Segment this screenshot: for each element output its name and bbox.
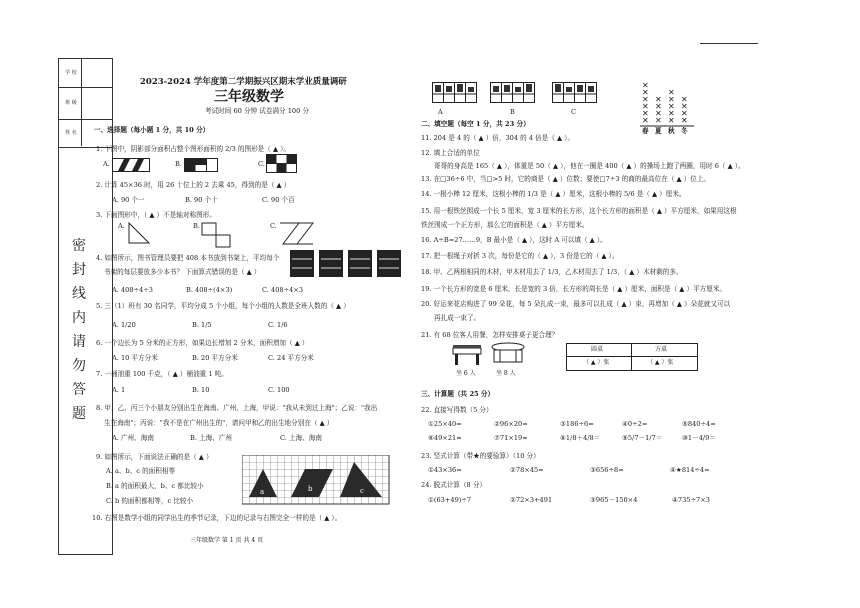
q22-item: ⑨5/7－1/7＝ [622,434,663,442]
q18-text: 18. 甲、乙两根相同的木材，甲木材用去了 1/3，乙木材用去了 1/3，（ ▲ ）木材剩的多。 [421,268,683,276]
svg-text:✕: ✕ [668,116,675,125]
season-label: 冬 [681,127,688,135]
q24-item: ①(63+49)÷7 [428,496,472,504]
seal-char: 线 [72,286,86,302]
class-field[interactable] [59,87,112,120]
q6-text: 6. 一个边长为 5 分米的正方形，如果边长增加 2 分米，面积增加（ ▲ ） [96,339,309,347]
seal-char: 勿 [72,358,86,374]
q15-text-line1: 15. 用一根铁丝围成一个长 5 厘米，宽 3 厘米的长方形，这个长方形的面积是（ ▲ ）平方厘米，如果用这根 [421,207,737,215]
q22-item: ②96×20= [494,420,528,428]
name-label: 姓 名 [65,130,77,136]
q3-opt-c[interactable]: C. [270,222,277,230]
q9-grid-figure [242,455,392,511]
subject-title: 三年级数学 [214,89,284,105]
q7-opt-c[interactable]: C. 100 [268,386,290,394]
q17-text: 17. 把一根绳子对折 3 次，每份是它的（ ▲ ），3 份是它的（ ▲ ）。 [421,252,619,260]
q3-figure-b [201,222,237,252]
q22-item: ④0÷2= [622,420,648,428]
q24-item: ④735÷7×3 [672,496,710,504]
frame-divider [81,58,82,146]
q2-opt-a[interactable]: A. 90 个一 [112,196,145,204]
svg-text:✕: ✕ [655,116,662,125]
square-table-label: 坐 6 人 [456,370,476,377]
q22-item: ⑤840÷4= [682,420,716,428]
svg-text:✕: ✕ [655,95,662,104]
q19-text: 19. 一个长方形的宽是 6 厘米，长是宽的 3 倍，长方形的周长是（ ▲ ）厘米，面积是（ ▲ ）平方厘米。 [421,285,727,293]
q9-opt-c[interactable]: C. b 的面积都相等，c 比较小 [106,497,194,505]
q12-line: 哥哥的身高是 165（ ▲ ），体重是 50（ ▲ ），他在一圈是 400（ ▲ ）的操场上跑了两圈，用时 6（ ▲ ）。 [434,162,745,170]
svg-text:✕: ✕ [642,109,649,118]
q5-opt-c[interactable]: C. 1/6 [268,321,288,329]
q6-opt-b[interactable]: B. 20 平方分米 [192,354,238,362]
q20-text-line1: 20. 好运来花店购进了 99 朵花，每 5 朵扎成一束，最多可以扎成（ ▲ ）束，再增加（ ▲ ）朵花就又可以 [421,300,731,308]
q23-text: 23. 竖式计算（带★的要验算）（10 分） [421,452,540,460]
q22-item: ⑧1/8＋4/8＝ [560,434,601,442]
q23-item: ①43×36= [428,466,462,474]
q13-text: 13. 在□36÷6 中，当□>5 时，它的商是（ ▲ ）位数；要使□7÷3 的商的最高位在（ ▲ ）位上。 [421,175,711,183]
svg-text:✕: ✕ [681,95,688,104]
q1-figure-a [112,157,150,176]
q1-figure-b [184,157,218,176]
q6-opt-a[interactable]: A. 10 平方分米 [112,354,158,362]
scan-line [700,43,758,44]
q3-figure-a [128,222,150,248]
q1-text: 1. 下图中，阴影部分面积占整个图形面积的 2/3 的图形是（ ▲ ）。 [96,145,290,153]
q2-text: 2. 计算 45×36 时，用 26 十位上的 2 去乘 45，得到的是（ ▲ ） [96,181,291,189]
q10-opt-b[interactable]: B [510,108,515,116]
svg-text:✕: ✕ [642,88,649,97]
q24-text: 24. 脱式计算（8 分） [421,481,487,489]
svg-text:✕: ✕ [668,102,675,111]
table-header: 圆桌 [591,346,604,353]
class-label: 班 级 [65,100,77,106]
round-table-image [490,342,526,370]
seal-char: 答 [72,382,86,398]
q22-item: ①25×40= [428,420,462,428]
q16-text: 16. A÷B=27……9，B 最小是（ ▲ ），这时 A 可以填（ ▲ ）。 [421,236,607,244]
q1-opt-c[interactable]: C. [258,160,265,168]
q1-figure-c [266,154,298,178]
exam-title: 2023-2024 学年度第二学期振兴区期末学业质量调研 [140,77,347,87]
q22-item: ③186÷6= [560,420,594,428]
seal-char: 请 [72,334,86,350]
q11-text: 11. 204 是 4 的（ ▲ ）倍，304 的 4 倍是（ ▲ ）。 [421,134,575,142]
q2-opt-c[interactable]: C. 90 个百 [262,196,295,204]
q22-item: ⑥49×21≈ [428,434,462,442]
svg-text:✕: ✕ [681,102,688,111]
q3-opt-a[interactable]: A. [118,222,125,230]
exam-info: 考试时间 60 分钟 试卷满分 100 分 [205,107,309,115]
answer-cell[interactable]: （ ▲ ）张 [583,359,610,366]
bookshelf-images [290,250,402,282]
q23-item: ③656÷8= [590,466,624,474]
svg-text:✕: ✕ [668,88,675,97]
seal-char: 封 [72,262,86,278]
q23-item: ②78×45= [510,466,544,474]
q24-item: ②72×3+491 [510,496,553,504]
q10-figure-c [552,82,598,108]
q22-text: 22. 直接写得数（5 分） [421,406,493,414]
q10-figure-b [490,82,536,108]
q10-figure-a [432,82,478,108]
school-field[interactable] [59,59,112,88]
q21-text: 21. 有 68 位客人用餐，怎样安排桌子更合理？ [421,331,559,339]
q8-opt-b[interactable]: B. 上海、广州 [190,434,233,442]
svg-text:a: a [260,488,265,496]
svg-text:c: c [360,487,364,495]
q5-opt-a[interactable]: A. 1/20 [112,321,136,329]
q9-text: 9. 如图所示，下面说法正确的是（ ▲ ） [96,453,213,461]
section1-heading: 一、选择题（每小题 1 分，共 10 分） [94,126,210,134]
svg-text:✕: ✕ [642,102,649,111]
q9-opt-b[interactable]: B. a 的面积最大，b、c 都比较小 [106,482,204,490]
season-label: 夏 [655,127,662,135]
q4-opt-a[interactable]: A. 408÷4÷3 [112,286,153,294]
q10-opt-c[interactable]: C [571,108,577,116]
q3-opt-b[interactable]: B. [193,222,200,230]
q8-text-line2: 生在海南"；丙说："我不是在广州出生的"，请问甲和乙的出生地分别在（ ▲ ） [104,419,334,427]
q7-text: 7. 一桶油重 100 千克，（ ▲ ）桶油重 1 吨。 [96,370,228,378]
svg-text:✕: ✕ [642,116,649,125]
svg-text:✕: ✕ [655,102,662,111]
q8-opt-c[interactable]: C. 上海、海南 [280,434,322,442]
season-label: 秋 [668,127,675,135]
q1-opt-b[interactable]: B. [175,160,182,168]
q14-text: 14. 一根小棒 12 厘米，这根小棒的 1/3 是（ ▲ ）厘米，这根小棒的 5/6 是（ ▲ ）厘米。 [421,190,686,198]
seal-char: 内 [72,310,86,326]
seal-char: 密 [72,238,86,254]
q4-text-line2: 书架的每层要放多少本书？ 下面算式错误的是（ ▲ ） [104,268,261,276]
season-label: 春 [642,127,649,135]
q10-text: 10. 右图是数学小组的同学出生的季节记录，下边的记录与右图完全一样的是（ ▲ ）。 [92,514,342,522]
answer-cell[interactable]: （ ▲ ）张 [647,359,674,366]
q12-text: 12. 填上合适的单位 [421,149,480,157]
svg-text:✕: ✕ [681,109,688,118]
table-header: 方桌 [655,346,668,353]
q2-opt-b[interactable]: B. 90 个十 [185,196,218,204]
svg-text:✕: ✕ [642,95,649,104]
seal-char: 题 [72,406,86,422]
q10-opt-a[interactable]: A [438,108,443,116]
q8-text-line1: 8. 甲、乙、丙三个小朋友分别出生在海南、广州、上海，甲说："我从未到过上海"；乙说："我出 [96,404,378,412]
svg-text:✕: ✕ [681,116,688,125]
section2-heading: 二、填空题（每空 1 分，共 23 分） [421,120,530,128]
q22-item: ⑩1－4/9＝ [682,434,716,442]
square-table-image [452,344,482,370]
q5-text: 5. 三（1）班有 30 名同学，平均分成 5 个小组，每个小组的人数是全班人数的（ ▲ ） [96,302,350,310]
q6-opt-c[interactable]: C. 24 平方分米 [268,354,314,362]
q9-opt-a[interactable]: A. a、b、c 的面积相等 [106,467,176,475]
svg-text:✕: ✕ [668,95,675,104]
q7-opt-a[interactable]: A. 1 [112,386,126,394]
q7-opt-b[interactable]: B. 10 [192,386,210,394]
season-tally-figure [640,80,696,134]
q21-answer-table [566,343,698,371]
page-footer: 三年级数学 第 1 页 共 4 页 [190,537,264,544]
q3-figure-c [279,222,315,250]
q5-opt-b[interactable]: B. 1/5 [192,321,212,329]
school-label: 学 校 [65,70,77,76]
round-table-label: 坐 8 人 [496,370,516,377]
q22-item: ⑦71×19≈ [494,434,528,442]
svg-text:b: b [308,485,313,493]
q20-text-line2: 再扎成一束了。 [434,314,481,322]
q1-opt-a[interactable]: A. [103,160,110,168]
q4-opt-b[interactable]: B. 408÷(4×3) [186,286,233,294]
svg-text:✕: ✕ [655,109,662,118]
svg-text:✕: ✕ [642,81,649,90]
svg-text:✕: ✕ [668,109,675,118]
q4-text-line1: 4. 如图所示，图书管理员要把 408 本书放到书架上，平均每个 [96,254,280,262]
q4-opt-c[interactable]: C. 408÷4×3 [262,286,304,294]
q8-opt-a[interactable]: A. 广州、海南 [112,434,154,442]
q23-item: ④★814÷4= [670,466,710,474]
q15-text-line2: 铁丝围成一个正方形，那么它的面积是（ ▲ ）平方厘米。 [421,221,589,229]
q3-text: 3. 下面图形中，（ ▲ ）不是轴对称图形。 [96,211,216,219]
q24-item: ③965－150×4 [590,496,638,504]
section3-heading: 三、计算题（共 25 分） [421,390,495,398]
